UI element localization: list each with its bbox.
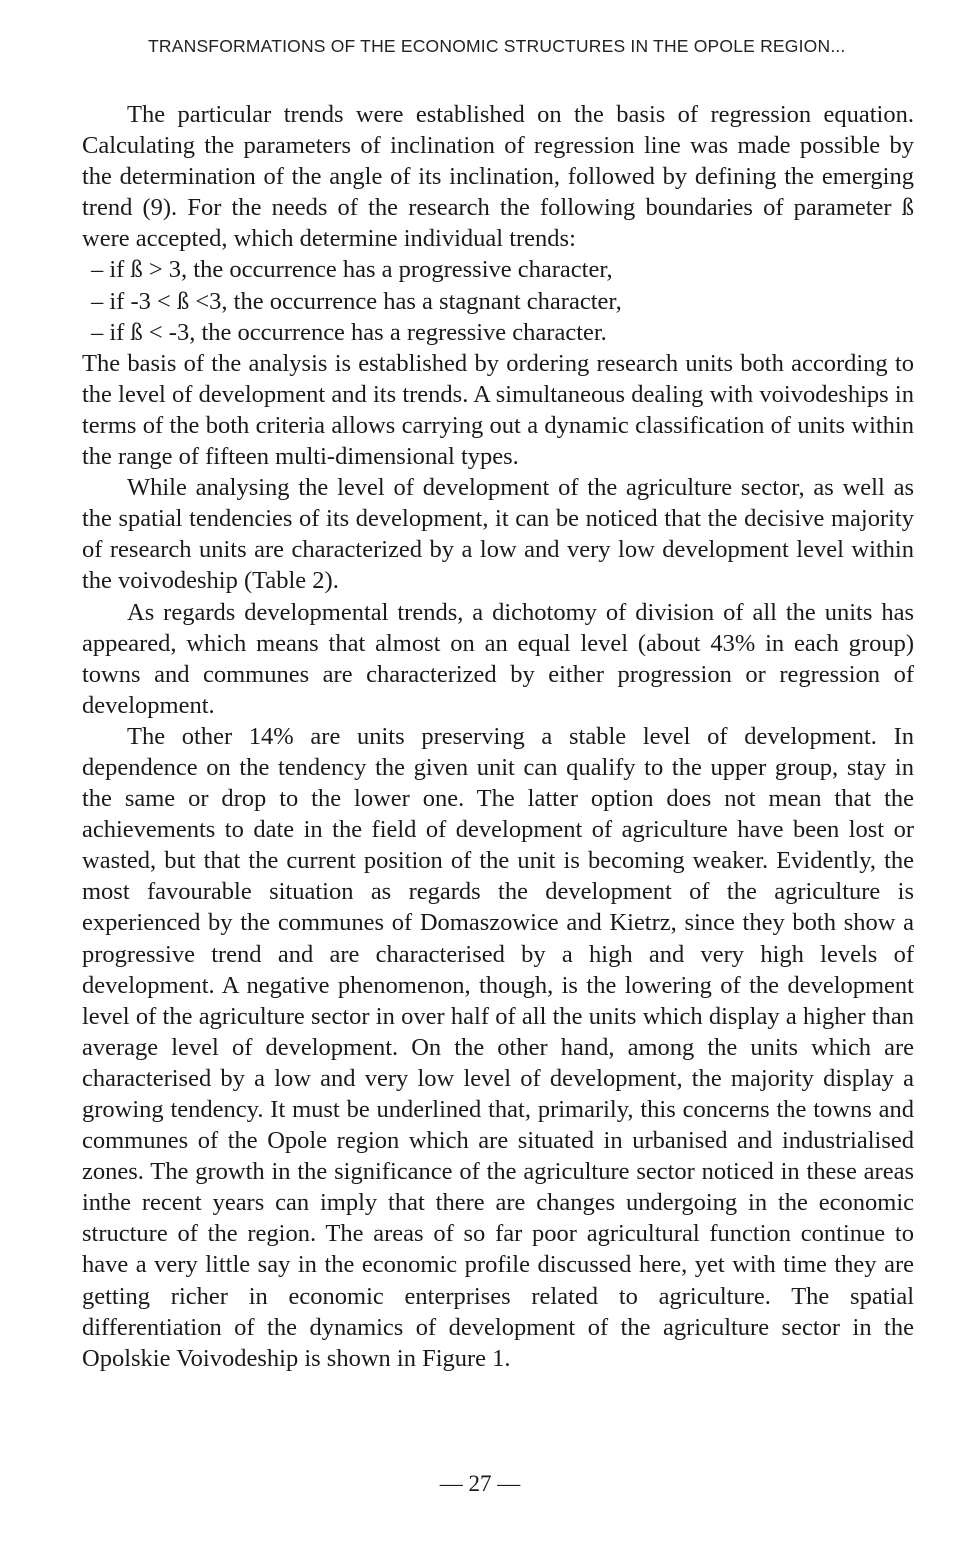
paragraph-developmental-trends: As regards developmental trends, a dichotomy of division of all the units has appeared, which means that almost on an equal level (about 43% in each group) towns and communes are characterized by either progression or regression of development. xyxy=(82,598,914,719)
body-text xyxy=(82,99,914,1374)
paragraph-analysis-basis: The basis of the analysis is established by ordering research units both according to the level of development and its trends. A simultaneous dealing with voivodeships in terms of the both criteria allows carrying out a dynamic classification of units within the range of fifteen multi-dimensional types. xyxy=(82,349,914,471)
page-number: — 27 — xyxy=(439,1471,521,1496)
condition-progressive: – if ß > 3, the occurrence has a progressive character, xyxy=(91,256,613,284)
condition-regressive: – if ß < -3, the occurrence has a regressive character. xyxy=(91,318,607,346)
paragraph-regression-trends: The particular trends were established on the basis of regression equation. Calculating the parameters of inclination of regression line was made possible by the determination of the angle of its inclination, followed by defining the emerging trend (9). For the needs of the research the following boundaries of parameter ß were accepted, which determine individual trends: xyxy=(82,101,914,253)
condition-stagnant: – if -3 < ß <3, the occurrence has a stagnant character, xyxy=(91,287,622,315)
paragraph-stable-units: The other 14% are units preserving a stable level of development. In dependence on the tendency the given unit can qualify to the upper group, stay in the same or drop to the lower one. The latter option does not mean that the achievements to date in the field of development of agriculture have been lost or wasted, but that the current position of the unit is becoming weaker. Evidently, the most favourable situation as regards the development of the agriculture is experienced by the communes of Domaszowice and Kietrz, since they both show a progressive trend and are characterised by a high and very high levels of development. A negative phenomenon, though, is the lowering of the development level of the agriculture sector in over half of all the units which display a higher than average level of development. On the other hand, among the units which are characterised by a low and very low level of development, the majority display a growing tendency. It must be underlined that, primarily, this concerns the towns and communes of the Opole region which are situated in urbanised and industrialised zones. The growth in the significance of the agriculture sector noticed in these areas inthe recent years can imply that there are changes undergoing in the economic structure of the region. The areas of so far poor agricultural function continue to have a very little say in the economic profile discussed here, yet with time they are getting richer in economic enterprises related to agriculture. The spatial differentiation of the dynamics of development of the agriculture sector in the Opolskie Voivodeship is shown in Figure 1. xyxy=(82,722,914,1372)
paragraph-agriculture-level: While analysing the level of development of the agriculture sector, as well as the spatial tendencies of its development, it can be noticed that the decisive majority of research units are characterized by a low and very low development level within the voivodeship (Table 2). xyxy=(82,474,914,595)
running-header-title: TRANSFORMATIONS OF THE ECONOMIC STRUCTURES IN THE OPOLE REGION... xyxy=(148,36,846,56)
